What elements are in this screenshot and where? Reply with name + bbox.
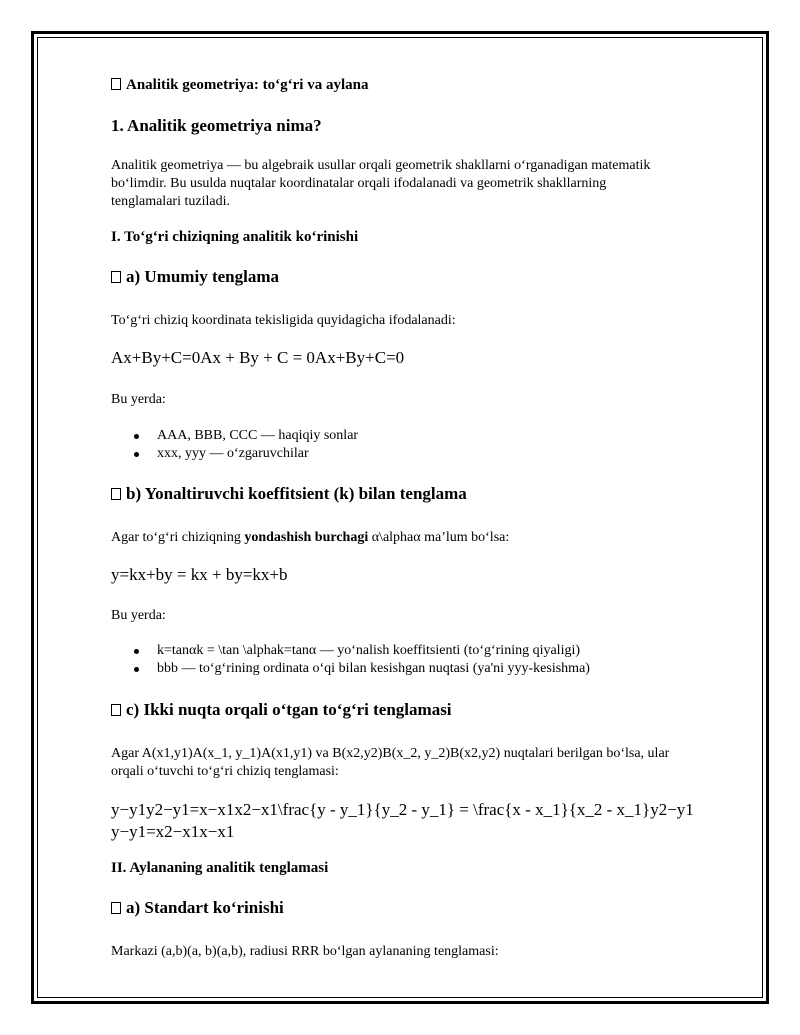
- paragraph-c: [111, 745, 751, 781]
- missing-glyph-icon: [111, 78, 121, 90]
- subsection-heading-c: c) Ikki nuqta orqali o‘tgan to‘g‘ri tenglamasi: [111, 700, 751, 720]
- section-heading-1: 1. Analitik geometriya nima?: [111, 116, 322, 135]
- formula-general-line: Ax+By+C=0Ax + By + C = 0Ax+By+C=0: [111, 348, 405, 367]
- bu-yerda-label: Bu yerda:: [111, 392, 166, 407]
- paragraph-line: Agar A(x1,y1)A(x_1, y_1)A(x1,y1) va B(x2,y2)B(x_2, y_2)B(x2,y2) nuqtalari berilgan bo‘lsa, ular: [111, 746, 670, 761]
- intro-line: bo‘limdir. Bu usulda nuqtalar koordinatalar orqali ifodalanadi va geometrik shakllarning: [111, 176, 607, 191]
- list-item: AAA, BBB, CCC — haqiqiy sonlar: [111, 427, 358, 445]
- subsection-heading-b: b) Yonaltiruvchi koeffitsient (k) bilan tenglama: [111, 484, 751, 504]
- bullet-icon: [134, 667, 139, 672]
- formula-line: y−y1=x2−x1x−x1: [111, 822, 235, 841]
- formula-two-points: [111, 799, 751, 843]
- intro-line: tenglamalari tuziladi.: [111, 194, 230, 209]
- paragraph-circle: Markazi (a,b)(a, b)(a,b), radiusi RRR bo‘lgan aylananing tenglamasi:: [111, 944, 499, 959]
- missing-glyph-icon: [111, 704, 121, 716]
- paragraph-a: To‘g‘ri chiziq koordinata tekisligida quyidagicha ifodalanadi:: [111, 313, 456, 328]
- intro-paragraph: [111, 157, 751, 211]
- section-heading-II: II. Aylananing analitik tenglamasi: [111, 860, 329, 876]
- paragraph-b: Agar to‘g‘ri chiziqning yondashish burchagi α\alphaα ma’lum bo‘lsa:: [111, 530, 510, 545]
- missing-glyph-icon: [111, 271, 121, 283]
- subsection-heading-a: a) Umumiy tenglama: [111, 267, 751, 287]
- paragraph-line: orqali o‘tuvchi to‘g‘ri chiziq tenglamasi:: [111, 764, 339, 779]
- list-item: k=tanαk = \tan \alphak=tanα — yo‘nalish koeffitsienti (to‘g‘rining qiyaligi): [111, 642, 590, 660]
- formula-slope-line: y=kx+by = kx + by=kx+b: [111, 565, 288, 584]
- missing-glyph-icon: [111, 902, 121, 914]
- list-item: bbb — to‘g‘rining ordinata o‘qi bilan kesishgan nuqtasi (ya'ni yyy-kesishma): [111, 660, 590, 678]
- bullet-list-a: [111, 427, 358, 463]
- bullet-icon: [134, 434, 139, 439]
- bullet-icon: [134, 649, 139, 654]
- intro-line: Analitik geometriya — bu algebraik usullar orqali geometrik shakllarni o‘rganadigan matematik: [111, 158, 651, 173]
- bullet-icon: [134, 452, 139, 457]
- bu-yerda-label: Bu yerda:: [111, 608, 166, 623]
- document-title: Analitik geometriya: to‘g‘ri va aylana: [111, 77, 751, 94]
- section-heading-I: I. To‘g‘ri chiziqning analitik ko‘rinishi: [111, 229, 359, 245]
- missing-glyph-icon: [111, 488, 121, 500]
- formula-line: y−y1y2−y1=x−x1x2−x1\frac{y - y_1}{y_2 - y_1} = \frac{x - x_1}{x_2 - x_1}y2−y1: [111, 800, 694, 819]
- bullet-list-b: [111, 642, 590, 678]
- subsection-heading-standard: a) Standart ko‘rinishi: [111, 898, 751, 918]
- list-item: xxx, yyy — o‘zgaruvchilar: [111, 445, 358, 463]
